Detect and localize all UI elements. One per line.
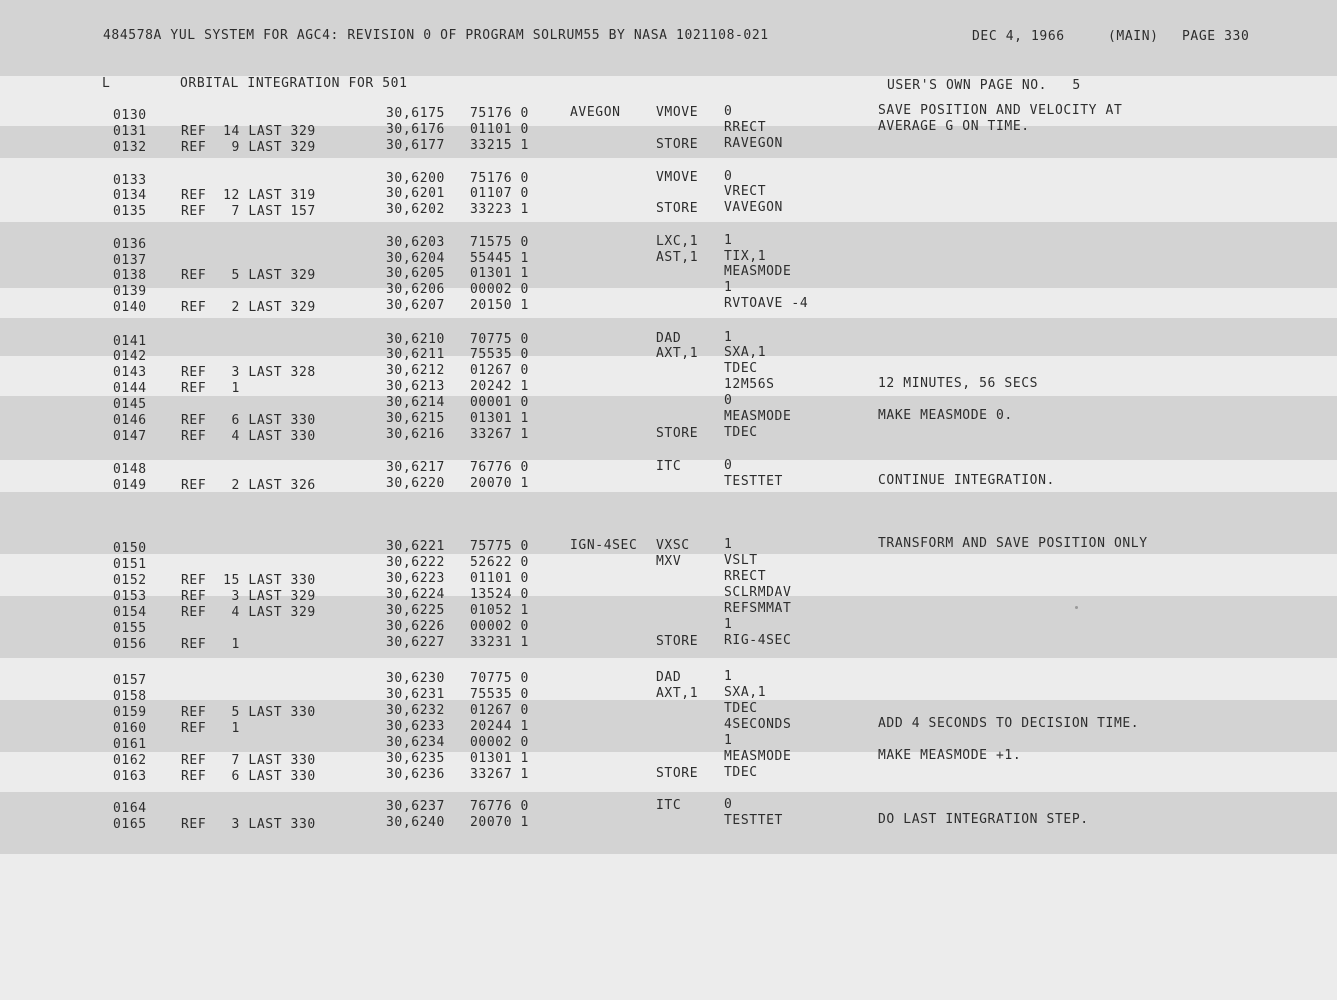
row-operand: SXA,1: [724, 685, 767, 700]
row-addr: 30,6220: [386, 476, 445, 491]
row-operand: 1: [724, 669, 733, 684]
listing-main-tag: (MAIN): [1108, 29, 1159, 44]
row-operand: MEASMODE: [724, 264, 792, 279]
row-line: 0130: [113, 108, 147, 123]
row-code: 70775 0: [470, 332, 529, 347]
row-addr: 30,6227: [386, 635, 445, 650]
row-addr: 30,6224: [386, 587, 445, 602]
row-code: 01267 0: [470, 703, 529, 718]
row-code: 20070 1: [470, 815, 529, 830]
row-addr: 30,6177: [386, 138, 445, 153]
row-addr: 30,6213: [386, 379, 445, 394]
row-ref: REF 1: [181, 381, 240, 396]
row-addr: 30,6232: [386, 703, 445, 718]
row-operand: RAVEGON: [724, 136, 783, 151]
row-addr: 30,6205: [386, 266, 445, 281]
row-line: 0151: [113, 557, 147, 572]
row-ref: REF 5 LAST 330: [181, 705, 316, 720]
row-comment: MAKE MEASMODE 0.: [878, 408, 1013, 423]
row-ref: REF 3 LAST 330: [181, 817, 316, 832]
row-addr: 30,6233: [386, 719, 445, 734]
row-addr: 30,6200: [386, 171, 445, 186]
row-operand: 1: [724, 537, 733, 552]
listing-date: DEC 4, 1966: [972, 29, 1065, 44]
row-operand: 1: [724, 733, 733, 748]
row-op: VMOVE: [656, 105, 699, 120]
row-op: STORE: [656, 201, 699, 216]
row-addr: 30,6236: [386, 767, 445, 782]
row-op: AXT,1: [656, 686, 699, 701]
row-operand: VRECT: [724, 184, 767, 199]
row-line: 0147: [113, 429, 147, 444]
row-comment: AVERAGE G ON TIME.: [878, 119, 1030, 134]
row-ref: REF 1: [181, 721, 240, 736]
row-line: 0143: [113, 365, 147, 380]
row-operand: 1: [724, 330, 733, 345]
row-code: 76776 0: [470, 799, 529, 814]
row-operand: 0: [724, 169, 733, 184]
row-code: 20244 1: [470, 719, 529, 734]
row-line: 0137: [113, 253, 147, 268]
row-line: 0156: [113, 637, 147, 652]
row-code: 55445 1: [470, 251, 529, 266]
row-ref: REF 2 LAST 329: [181, 300, 316, 315]
row-code: 75176 0: [470, 106, 529, 121]
row-line: 0132: [113, 140, 147, 155]
row-ref: REF 3 LAST 329: [181, 589, 316, 604]
row-ref: REF 4 LAST 330: [181, 429, 316, 444]
row-addr: 30,6211: [386, 347, 445, 362]
row-code: 76776 0: [470, 460, 529, 475]
row-ref: REF 2 LAST 326: [181, 478, 316, 493]
row-addr: 30,6202: [386, 202, 445, 217]
row-code: 33223 1: [470, 202, 529, 217]
row-operand: 4SECONDS: [724, 717, 792, 732]
row-code: 71575 0: [470, 235, 529, 250]
row-op: DAD: [656, 670, 682, 685]
row-ref: REF 4 LAST 329: [181, 605, 316, 620]
row-code: 75535 0: [470, 687, 529, 702]
row-code: 00002 0: [470, 619, 529, 634]
row-line: 0146: [113, 413, 147, 428]
row-ref: REF 9 LAST 329: [181, 140, 316, 155]
row-operand: RRECT: [724, 569, 767, 584]
row-op: AST,1: [656, 250, 699, 265]
row-operand: MEASMODE: [724, 409, 792, 424]
row-code: 52622 0: [470, 555, 529, 570]
row-addr: 30,6206: [386, 282, 445, 297]
row-line: 0153: [113, 589, 147, 604]
row-code: 01301 1: [470, 411, 529, 426]
row-addr: 30,6235: [386, 751, 445, 766]
row-addr: 30,6212: [386, 363, 445, 378]
row-addr: 30,6217: [386, 460, 445, 475]
row-code: 13524 0: [470, 587, 529, 602]
row-addr: 30,6234: [386, 735, 445, 750]
row-line: 0145: [113, 397, 147, 412]
row-operand: MEASMODE: [724, 749, 792, 764]
row-operand: TDEC: [724, 425, 758, 440]
row-addr: 30,6215: [386, 411, 445, 426]
row-operand: 12M56S: [724, 377, 775, 392]
row-line: 0165: [113, 817, 147, 832]
row-operand: SXA,1: [724, 345, 767, 360]
row-ref: REF 6 LAST 330: [181, 769, 316, 784]
row-ref: REF 5 LAST 329: [181, 268, 316, 283]
row-code: 00001 0: [470, 395, 529, 410]
row-code: 20150 1: [470, 298, 529, 313]
listing-page-number: PAGE 330: [1182, 29, 1250, 44]
row-op: ITC: [656, 459, 682, 474]
row-operand: 1: [724, 280, 733, 295]
row-operand: 0: [724, 797, 733, 812]
row-line: 0131: [113, 124, 147, 139]
row-line: 0139: [113, 284, 147, 299]
row-line: 0141: [113, 334, 147, 349]
row-line: 0136: [113, 237, 147, 252]
row-comment: SAVE POSITION AND VELOCITY AT: [878, 103, 1123, 118]
row-ref: REF 1: [181, 637, 240, 652]
row-operand: TIX,1: [724, 249, 767, 264]
row-ref: REF 15 LAST 330: [181, 573, 316, 588]
row-code: 20070 1: [470, 476, 529, 491]
row-comment: ADD 4 SECONDS TO DECISION TIME.: [878, 716, 1140, 731]
row-comment: MAKE MEASMODE +1.: [878, 748, 1022, 763]
row-addr: 30,6222: [386, 555, 445, 570]
row-addr: 30,6231: [386, 687, 445, 702]
row-line: 0140: [113, 300, 147, 315]
row-operand: RRECT: [724, 120, 767, 135]
row-line: 0152: [113, 573, 147, 588]
row-ref: REF 7 LAST 330: [181, 753, 316, 768]
row-label: AVEGON: [570, 105, 621, 120]
paper-speck: [1075, 606, 1078, 609]
row-line: 0155: [113, 621, 147, 636]
row-addr: 30,6230: [386, 671, 445, 686]
row-line: 0148: [113, 462, 147, 477]
row-comment: DO LAST INTEGRATION STEP.: [878, 812, 1089, 827]
row-operand: 1: [724, 233, 733, 248]
row-addr: 30,6203: [386, 235, 445, 250]
row-line: 0142: [113, 349, 147, 364]
row-code: 01101 0: [470, 122, 529, 137]
row-code: 01101 0: [470, 571, 529, 586]
row-addr: 30,6221: [386, 539, 445, 554]
row-op: VXSC: [656, 538, 690, 553]
row-code: 33231 1: [470, 635, 529, 650]
row-code: 00002 0: [470, 735, 529, 750]
listing-marker: L: [102, 76, 111, 91]
row-line: 0149: [113, 478, 147, 493]
row-comment: TRANSFORM AND SAVE POSITION ONLY: [878, 536, 1148, 551]
row-operand: REFSMMAT: [724, 601, 792, 616]
row-code: 75176 0: [470, 171, 529, 186]
row-line: 0162: [113, 753, 147, 768]
row-op: STORE: [656, 137, 699, 152]
row-code: 75535 0: [470, 347, 529, 362]
row-op: DAD: [656, 331, 682, 346]
row-ref: REF 3 LAST 328: [181, 365, 316, 380]
row-ref: REF 14 LAST 329: [181, 124, 316, 139]
row-code: 20242 1: [470, 379, 529, 394]
row-addr: 30,6237: [386, 799, 445, 814]
row-operand: TDEC: [724, 765, 758, 780]
row-code: 01052 1: [470, 603, 529, 618]
row-operand: RVTOAVE -4: [724, 296, 809, 311]
row-code: 01107 0: [470, 186, 529, 201]
row-comment: CONTINUE INTEGRATION.: [878, 473, 1055, 488]
section-title: ORBITAL INTEGRATION FOR 501: [180, 76, 408, 91]
row-code: 00002 0: [470, 282, 529, 297]
row-operand: 0: [724, 458, 733, 473]
row-operand: 1: [724, 617, 733, 632]
row-operand: TESTTET: [724, 813, 783, 828]
row-code: 01301 1: [470, 751, 529, 766]
row-addr: 30,6226: [386, 619, 445, 634]
row-line: 0160: [113, 721, 147, 736]
row-operand: TDEC: [724, 701, 758, 716]
row-line: 0150: [113, 541, 147, 556]
row-line: 0135: [113, 204, 147, 219]
row-op: STORE: [656, 634, 699, 649]
row-addr: 30,6176: [386, 122, 445, 137]
row-op: MXV: [656, 554, 682, 569]
row-code: 33215 1: [470, 138, 529, 153]
row-operand: TDEC: [724, 361, 758, 376]
row-line: 0134: [113, 188, 147, 203]
row-ref: REF 7 LAST 157: [181, 204, 316, 219]
row-line: 0158: [113, 689, 147, 704]
row-op: VMOVE: [656, 170, 699, 185]
row-operand: SCLRMDAV: [724, 585, 792, 600]
row-code: 01267 0: [470, 363, 529, 378]
row-code: 70775 0: [470, 671, 529, 686]
row-line: 0157: [113, 673, 147, 688]
row-operand: VAVEGON: [724, 200, 783, 215]
row-line: 0133: [113, 173, 147, 188]
row-addr: 30,6201: [386, 186, 445, 201]
row-operand: TESTTET: [724, 474, 783, 489]
row-operand: VSLT: [724, 553, 758, 568]
row-op: LXC,1: [656, 234, 699, 249]
row-addr: 30,6207: [386, 298, 445, 313]
row-code: 33267 1: [470, 427, 529, 442]
row-line: 0163: [113, 769, 147, 784]
row-addr: 30,6225: [386, 603, 445, 618]
users-own-page: USER'S OWN PAGE NO. 5: [887, 78, 1081, 93]
row-op: STORE: [656, 426, 699, 441]
row-operand: RIG-4SEC: [724, 633, 792, 648]
row-code: 01301 1: [470, 266, 529, 281]
row-addr: 30,6210: [386, 332, 445, 347]
row-addr: 30,6175: [386, 106, 445, 121]
row-ref: REF 12 LAST 319: [181, 188, 316, 203]
row-addr: 30,6240: [386, 815, 445, 830]
listing-title: 484578A YUL SYSTEM FOR AGC4: REVISION 0 OF PROGRAM SOLRUM55 BY NASA 1021108-021: [103, 28, 769, 43]
row-addr: 30,6216: [386, 427, 445, 442]
row-label: IGN-4SEC: [570, 538, 638, 553]
row-comment: 12 MINUTES, 56 SECS: [878, 376, 1039, 391]
row-operand: 0: [724, 393, 733, 408]
row-op: AXT,1: [656, 346, 699, 361]
row-line: 0144: [113, 381, 147, 396]
row-addr: 30,6204: [386, 251, 445, 266]
row-line: 0154: [113, 605, 147, 620]
row-addr: 30,6223: [386, 571, 445, 586]
row-ref: REF 6 LAST 330: [181, 413, 316, 428]
row-line: 0159: [113, 705, 147, 720]
row-op: STORE: [656, 766, 699, 781]
row-operand: 0: [724, 104, 733, 119]
row-op: ITC: [656, 798, 682, 813]
row-code: 75775 0: [470, 539, 529, 554]
row-code: 33267 1: [470, 767, 529, 782]
row-line: 0164: [113, 801, 147, 816]
row-addr: 30,6214: [386, 395, 445, 410]
row-line: 0138: [113, 268, 147, 283]
row-line: 0161: [113, 737, 147, 752]
